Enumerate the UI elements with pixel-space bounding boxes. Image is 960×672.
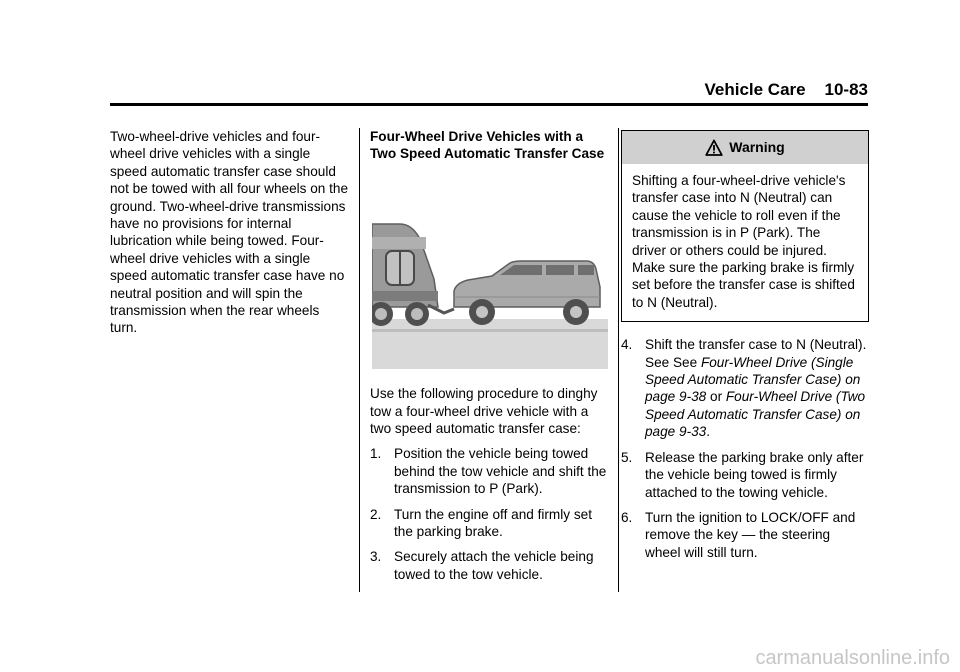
header-rule [110,103,868,106]
column-3 [621,130,869,569]
warning-header [622,131,868,164]
cross-reference-link[interactable]: Four-Wheel Drive (Single Speed Automatic Transfer Case) on page 9-38 [645,354,861,405]
step-item [621,509,869,561]
dinghy-tow-illustration [372,179,608,369]
step-item [370,445,610,497]
step-number: 2. [370,506,382,522]
step-number: 1. [370,446,382,462]
section-title: Vehicle Care [704,80,806,99]
step-item [621,449,869,501]
section-heading: Four-Wheel Drive Vehicles with a Two Speed Automatic Transfer Case [370,129,605,162]
warning-title: Warning [729,138,785,155]
step-number: 5. [621,449,633,465]
page-header [110,80,868,102]
procedure-steps-continued [621,336,869,561]
step-text-post: . [706,424,711,440]
procedure-intro: Use the following procedure to dinghy tow a four-wheel drive vehicle with a two speed automatic transfer case: [370,386,598,437]
step-text: Turn the ignition to LOCK/OFF and remove the key — the steering wheel will still turn. [645,509,856,560]
cross-reference-link[interactable]: Four-Wheel Drive (Two Speed Automatic Transfer Case) on page 9-33 [645,389,866,440]
towing-paragraph: Two-wheel-drive vehicles and four-wheel drive vehicles with a single speed automatic transfer case should not be towed with all four wheels on the ground. Two-wheel-drive transmissions have no provisions for internal lubrication while being towed. Four-wheel drive vehicles with a single speed automatic transfer case have no neutral position and will spin the transmission when the rear wheels turn. [110,129,349,336]
header-title [704,80,868,100]
warning-text: Shifting a four-wheel-drive vehicle's transfer case into N (Neutral) can cause the vehicle to roll even if the transmission is in P (Park). The driver or others could be injured. Make sure the parking brake is firmly set before the transfer case is shifted to N (Neutral). [632,173,855,310]
step-item [370,548,610,583]
step-text: Position the vehicle being towed behind the tow vehicle and shift the transmission to P (Park). [394,446,607,497]
step-number: 3. [370,549,382,565]
step-item [370,506,610,541]
step-text-pre: Shift the transfer case to N (Neutral). See See [645,337,867,370]
step-text-mid: or [706,389,726,405]
page-number: 10-83 [824,80,868,99]
step-text: Securely attach the vehicle being towed to the tow vehicle. [394,549,594,582]
warning-box [621,130,869,322]
warning-triangle-icon [705,139,723,157]
step-item [621,336,869,440]
step-text: Release the parking brake only after the vehicle being towed is firmly attached to the towing vehicle. [645,449,864,500]
column-divider-2 [618,128,619,592]
step-text: Turn the engine off and firmly set the parking brake. [394,506,592,540]
procedure-steps [370,445,610,583]
column-divider-1 [359,128,360,592]
step-text [645,336,869,440]
column-1 [110,128,350,337]
step-number: 6. [621,509,633,525]
watermark: carmanualsonline.info [755,647,950,669]
step-number: 4. [621,337,633,353]
column-2 [370,128,610,591]
